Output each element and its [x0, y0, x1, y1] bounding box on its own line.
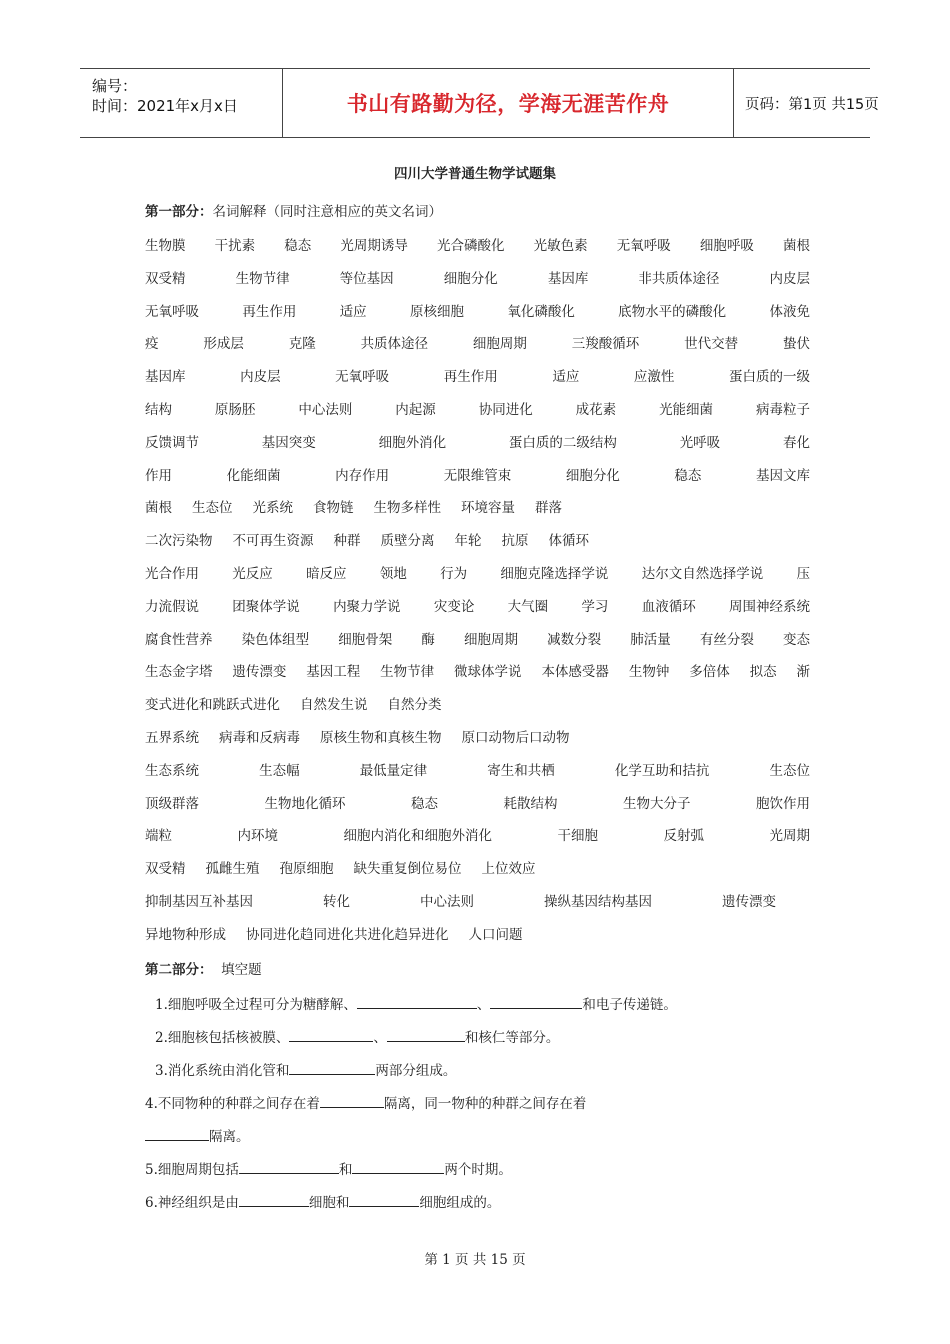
term-item: 干扰素 [214, 238, 256, 254]
part2-heading [145, 958, 262, 978]
term-item: 基因工程 [306, 664, 361, 681]
term-item: 生态位 [769, 762, 810, 779]
part2-label: 第二部分： [145, 962, 213, 978]
term-item: 细胞分化 [443, 270, 498, 287]
term-item: 力流假说 [145, 598, 199, 615]
question-6-sep: 细胞和 [308, 1195, 350, 1211]
term-item: 操纵基因结构基因 [544, 894, 652, 910]
term-item: 遗传漂变 [722, 894, 776, 910]
term-item: 端粒 [145, 828, 172, 845]
document-header [80, 68, 879, 138]
question-3-end: 两部分组成。 [375, 1063, 457, 1079]
term-item: 团聚体学说 [232, 598, 300, 615]
term-item: 灾变论 [433, 598, 475, 615]
term-item: 底物水平的磷酸化 [618, 303, 727, 320]
term-item: 光合磷酸化 [437, 238, 505, 254]
term-item: 世代交替 [684, 336, 739, 353]
term-item: 二次污染物 [145, 533, 213, 550]
term-item: 基因突变 [261, 434, 316, 451]
term-item: 化学互助和拮抗 [614, 762, 710, 779]
term-item: 胞饮作用 [756, 795, 810, 812]
term-item: 内皮层 [240, 369, 281, 386]
term-item: 遗传漂变 [232, 664, 287, 681]
term-item: 生态金字塔 [145, 664, 213, 681]
term-item: 结构 [145, 402, 172, 418]
term-item: 生物节律 [380, 664, 435, 681]
term-item: 质壁分离 [380, 533, 435, 550]
term-item: 适应 [339, 303, 367, 320]
term-item: 细胞周期 [464, 631, 518, 648]
term-item: 生物膜 [145, 238, 186, 254]
term-item: 协同进化趋同进化共进化趋异进化 [246, 926, 449, 943]
term-item: 疫 [145, 336, 159, 353]
term-item: 细胞周期 [472, 336, 527, 353]
term-item: 生物大分子 [623, 795, 691, 812]
term-item: 适应 [552, 369, 580, 386]
term-item: 生态幅 [259, 762, 300, 779]
term-item: 稳态 [674, 467, 702, 484]
term-item: 缺失重复倒位易位 [353, 861, 462, 878]
answer-blank[interactable] [320, 1095, 384, 1108]
term-item: 双受精 [145, 270, 186, 287]
term-item: 蛋白质的二级结构 [508, 434, 617, 451]
term-item: 共质体途径 [360, 336, 429, 353]
term-item: 有丝分裂 [699, 631, 754, 648]
term-item: 腐食性营养 [145, 631, 213, 648]
term-item: 生物地化循环 [264, 795, 346, 812]
term-item: 协同进化 [478, 402, 533, 418]
term-item: 酶 [421, 631, 435, 648]
term-item: 体液免 [769, 303, 810, 320]
page-info: 页码：第1页 共15页 [745, 96, 879, 113]
term-item: 细胞呼吸 [699, 238, 754, 254]
term-item: 压 [796, 566, 810, 582]
term-item: 病毒和反病毒 [219, 730, 300, 746]
term-item: 内聚力学说 [333, 598, 401, 615]
term-item: 孤雌生殖 [205, 861, 260, 878]
term-item: 作用 [145, 467, 172, 484]
term-item: 无氧呼吸 [145, 303, 199, 320]
term-item: 种群 [333, 533, 361, 550]
term-item: 上位效应 [481, 861, 536, 878]
term-item: 反馈调节 [145, 434, 199, 451]
term-item: 原肠胚 [214, 402, 256, 418]
question-6-text: 6.神经组织是由 [145, 1195, 239, 1211]
question-4-continued [145, 1125, 250, 1145]
question-6 [145, 1191, 500, 1211]
term-item: 行为 [440, 566, 468, 582]
answer-blank[interactable] [289, 1029, 373, 1042]
term-item: 转化 [323, 894, 350, 910]
term-item: 染色体组型 [241, 631, 310, 648]
term-item: 食物链 [313, 500, 354, 517]
term-item: 细胞内消化和细胞外消化 [343, 828, 492, 845]
term-item: 细胞克隆选择学说 [500, 566, 609, 582]
question-3 [155, 1059, 456, 1079]
term-item: 氧化磷酸化 [507, 303, 575, 320]
term-item: 不可再生资源 [232, 533, 314, 550]
term-item: 变态 [783, 631, 810, 648]
term-item: 化能细菌 [226, 467, 281, 484]
term-item: 稳态 [284, 238, 312, 254]
term-item: 自然分类 [387, 697, 442, 714]
part1-heading [145, 200, 442, 220]
term-item: 大气圈 [507, 598, 549, 615]
term-item: 成花素 [575, 402, 617, 418]
code-label: 编号： [92, 77, 138, 95]
answer-blank[interactable] [145, 1128, 209, 1141]
term-item: 干细胞 [557, 828, 598, 845]
question-2-end: 和核仁等部分。 [464, 1030, 560, 1046]
term-item: 稳态 [411, 795, 438, 812]
term-item: 本体感受器 [541, 664, 609, 681]
term-item: 内皮层 [769, 270, 810, 287]
term-item: 异地物种形成 [145, 926, 226, 943]
term-item: 菌根 [145, 500, 172, 517]
part1-label: 第一部分： [145, 204, 213, 220]
term-item: 克隆 [288, 336, 316, 353]
term-item: 内起源 [395, 402, 436, 418]
term-item: 生态系统 [145, 762, 199, 779]
term-item: 学习 [581, 598, 609, 615]
term-item: 反射弧 [663, 828, 704, 845]
question-5-sep: 和 [338, 1162, 353, 1178]
question-3-text: 3.消化系统由消化管和 [155, 1063, 290, 1079]
term-item: 无氧呼吸 [335, 369, 390, 386]
term-item: 等位基因 [339, 270, 394, 287]
term-item: 群落 [535, 500, 562, 517]
term-item: 抗原 [501, 533, 529, 550]
term-item: 周围神经系统 [729, 598, 810, 615]
term-item: 中心法则 [420, 894, 474, 910]
question-1-end: 和电子传递链。 [582, 997, 677, 1013]
term-item: 非共质体途径 [638, 270, 720, 287]
question-4 [145, 1092, 586, 1112]
motto-text: 书山有路勤为径，学海无涯苦作舟 [346, 92, 670, 116]
time-label: 时间：2021年x月x日 [92, 97, 238, 115]
header-meta [80, 69, 282, 137]
term-item: 光敏色素 [533, 238, 588, 254]
answer-blank[interactable] [289, 1062, 375, 1075]
answer-blank[interactable] [387, 1029, 465, 1042]
answer-blank[interactable] [357, 996, 477, 1009]
question-1-sep: 、 [476, 997, 491, 1013]
term-item: 血液循环 [641, 598, 696, 615]
term-item: 多倍体 [689, 664, 730, 681]
document-title: 四川大学普通生物学试题集 [394, 166, 556, 182]
term-item: 微球体学说 [454, 664, 522, 681]
term-item: 细胞骨架 [338, 631, 393, 648]
term-item: 病毒粒子 [756, 402, 810, 418]
term-item: 生物节律 [235, 270, 290, 287]
header-motto-cell [282, 69, 734, 137]
term-item: 光系统 [252, 500, 293, 517]
term-item: 光反应 [232, 566, 273, 582]
term-item: 中心法则 [298, 402, 353, 418]
question-4-text: 4.不同物种的种群之间存在着 [145, 1096, 320, 1112]
question-2 [155, 1026, 559, 1046]
term-item: 暗反应 [306, 566, 347, 582]
term-item: 环境容量 [461, 500, 515, 517]
answer-blank[interactable] [352, 1161, 444, 1174]
answer-blank[interactable] [349, 1194, 419, 1207]
term-item: 减数分裂 [547, 631, 602, 648]
question-2-text: 2.细胞核包括核被膜、 [155, 1030, 290, 1046]
answer-blank[interactable] [239, 1194, 309, 1207]
question-6-end: 细胞组成的。 [419, 1195, 501, 1211]
term-item: 体循环 [548, 533, 589, 550]
term-item: 光能细菌 [659, 402, 714, 418]
term-item: 内环境 [237, 828, 278, 845]
term-item: 光周期诱导 [340, 238, 408, 254]
term-item: 自然发生说 [300, 697, 368, 714]
part1-desc: 名词解释（同时注意相应的英文名词） [212, 204, 442, 220]
term-item: 内存作用 [335, 467, 390, 484]
question-5-end: 两个时期。 [444, 1162, 512, 1178]
term-item: 基因文库 [756, 467, 810, 484]
question-4-mid: 隔离，同一物种的种群之间存在着 [383, 1096, 587, 1112]
term-item: 菌根 [783, 238, 810, 254]
term-item: 原核细胞 [410, 303, 464, 320]
term-item: 生物钟 [628, 664, 670, 681]
term-item: 蛋白质的一级 [729, 369, 810, 386]
question-5-text: 5.细胞周期包括 [145, 1162, 239, 1178]
term-item: 五界系统 [145, 730, 199, 746]
term-item: 基因库 [547, 270, 589, 287]
header-page-cell [733, 69, 879, 137]
question-5 [145, 1158, 512, 1178]
term-item: 再生作用 [443, 369, 498, 386]
term-item: 应激性 [633, 369, 675, 386]
term-item: 肺活量 [630, 631, 671, 648]
term-item: 蛰伏 [783, 336, 810, 353]
term-item: 耗散结构 [503, 795, 558, 812]
term-item: 无氧呼吸 [616, 238, 671, 254]
page-footer: 第 1 页 共 15 页 [424, 1252, 526, 1268]
term-item: 光周期 [769, 828, 810, 845]
term-item: 顶级群落 [145, 795, 199, 812]
term-item: 生物多样性 [373, 500, 441, 517]
question-2-sep: 、 [373, 1030, 387, 1046]
term-item: 最低量定律 [359, 762, 428, 779]
question-4-end: 隔离。 [209, 1129, 250, 1145]
term-item: 无限维管束 [443, 467, 512, 484]
term-item: 光合作用 [145, 566, 199, 582]
answer-blank[interactable] [239, 1161, 339, 1174]
term-item: 变式进化和跳跃式进化 [145, 697, 280, 714]
term-item: 生态位 [192, 500, 233, 517]
term-item: 达尔文自然选择学说 [641, 566, 764, 582]
term-item: 三羧酸循环 [571, 336, 640, 353]
term-item: 细胞分化 [565, 467, 620, 484]
term-item: 孢原细胞 [279, 861, 334, 878]
part2-desc: 填空题 [221, 962, 262, 978]
term-item: 光呼吸 [679, 434, 721, 451]
term-item: 基因库 [145, 369, 186, 386]
term-item: 拟态 [749, 664, 777, 681]
term-item: 年轮 [454, 533, 482, 550]
term-item: 渐 [796, 664, 810, 681]
question-1 [155, 993, 677, 1013]
term-item: 抑制基因互补基因 [145, 894, 253, 910]
term-item: 原核生物和真核生物 [320, 730, 442, 746]
term-item: 双受精 [145, 861, 186, 878]
term-item: 形成层 [203, 336, 244, 353]
term-item: 春化 [783, 434, 810, 451]
term-item: 寄生和共栖 [487, 762, 555, 779]
question-1-text: 1.细胞呼吸全过程可分为糖酵解、 [155, 997, 357, 1013]
answer-blank[interactable] [490, 996, 582, 1009]
term-item: 人口问题 [468, 926, 523, 943]
term-item: 再生作用 [242, 303, 297, 320]
term-item: 领地 [379, 566, 407, 582]
term-item: 原口动物后口动物 [461, 730, 570, 746]
term-item: 细胞外消化 [378, 434, 447, 451]
